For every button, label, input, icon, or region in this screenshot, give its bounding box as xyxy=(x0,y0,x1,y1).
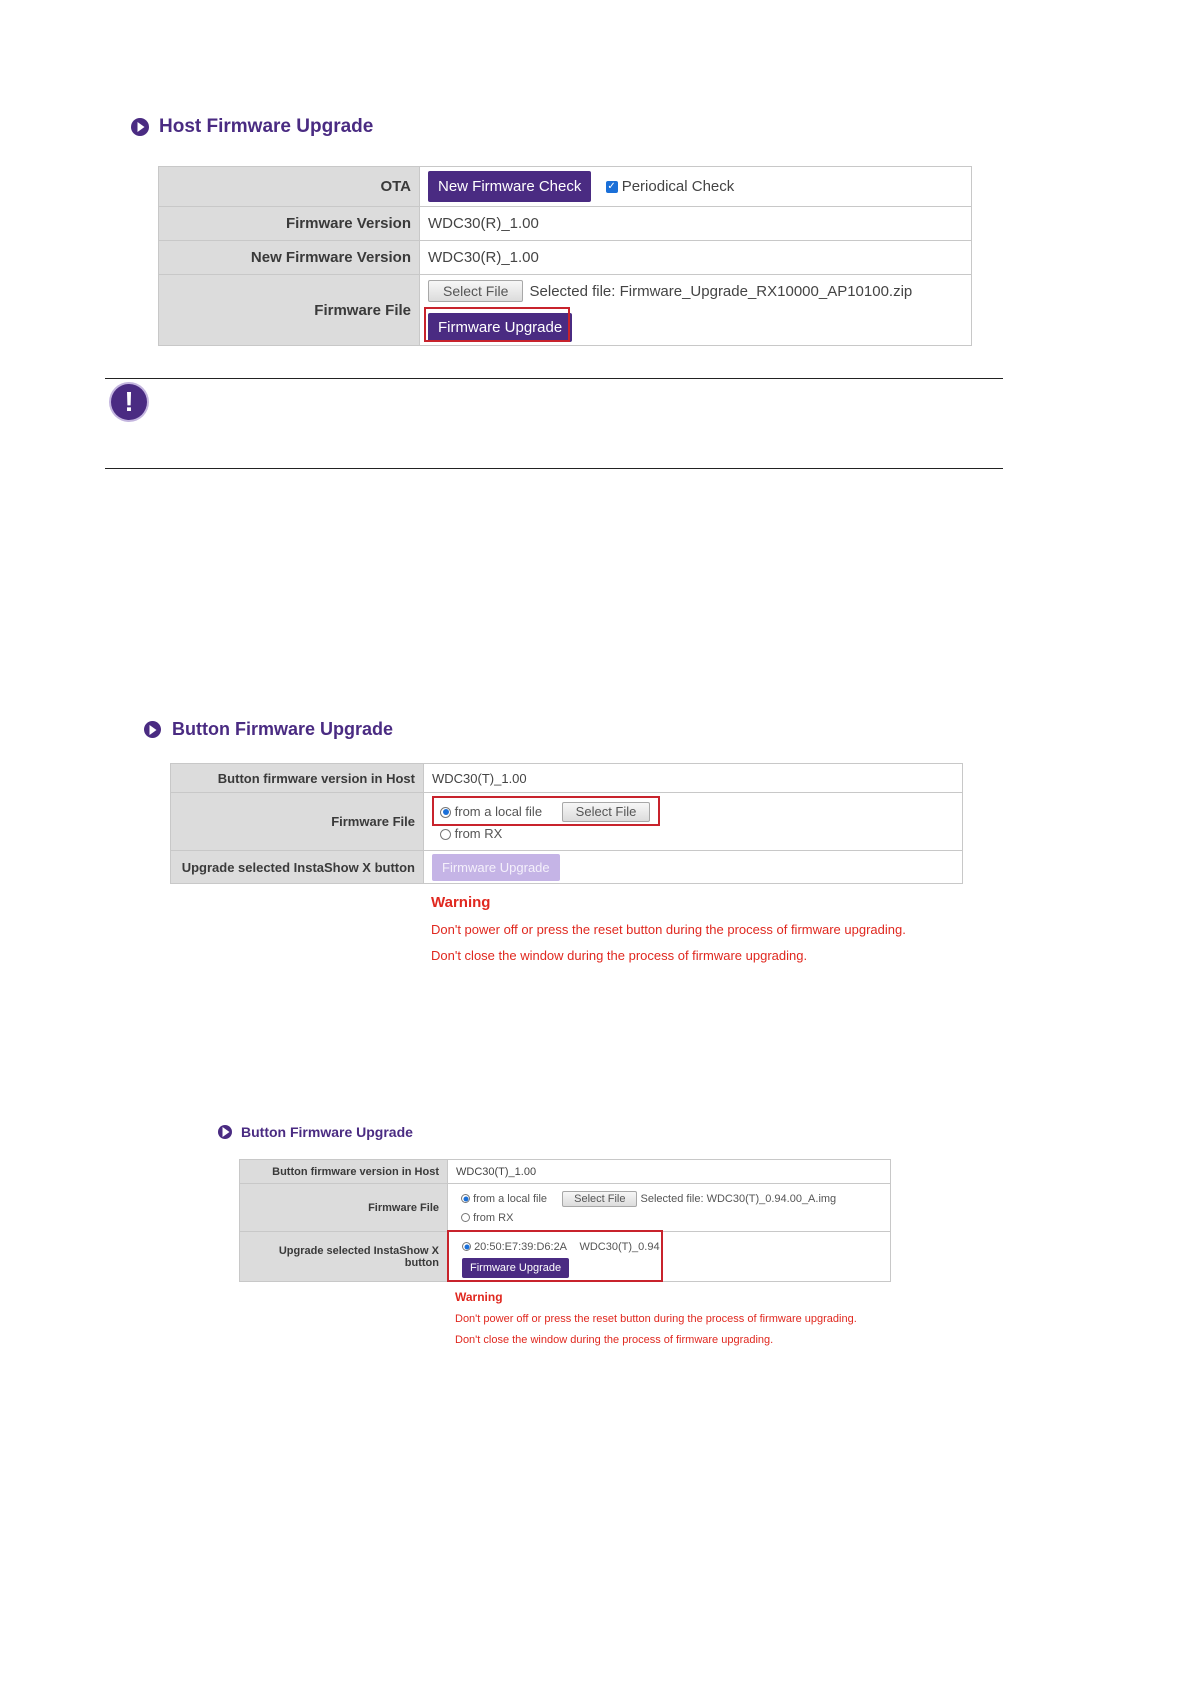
upgrade-row xyxy=(171,851,963,884)
host-firmware-table xyxy=(158,166,972,346)
new-firmware-version-value: WDC30(R)_1.00 xyxy=(420,241,972,275)
version-label: Button firmware version in Host xyxy=(240,1160,448,1184)
host-section-title-wrap xyxy=(131,116,373,138)
firmware-version-label: Firmware Version xyxy=(159,207,420,241)
firmware-upgrade-button[interactable]: Firmware Upgrade xyxy=(462,1258,569,1278)
selected-file-text: Selected file: Firmware_Upgrade_RX10000_AP10100.zip xyxy=(529,283,913,300)
radio-unselected-icon[interactable] xyxy=(440,829,451,840)
version-value: WDC30(T)_1.00 xyxy=(424,764,963,793)
warning-line-1: Don't power off or press the reset button during the process of firmware upgrading. xyxy=(431,922,906,937)
warning-line-2: Don't close the window during the process of firmware upgrading. xyxy=(455,1334,774,1346)
select-file-button[interactable]: Select File xyxy=(428,280,523,302)
radio-unselected-icon[interactable] xyxy=(461,1213,470,1222)
version-row xyxy=(171,764,963,793)
button-section-b-title: Button Firmware Upgrade xyxy=(241,1124,413,1140)
device-select-radio[interactable] xyxy=(462,1241,569,1253)
radio-selected-icon[interactable] xyxy=(440,807,451,818)
new-firmware-version-label: New Firmware Version xyxy=(159,241,420,275)
radio-selected-icon[interactable] xyxy=(461,1194,470,1203)
button-section-a-title: Button Firmware Upgrade xyxy=(172,719,394,739)
button-firmware-table-a xyxy=(170,763,963,884)
play-circle-icon xyxy=(144,721,161,738)
select-file-button[interactable]: Select File xyxy=(562,802,651,822)
warning-line-1: Don't power off or press the reset button during the process of firmware upgrading. xyxy=(455,1313,857,1325)
upgrade-label: Upgrade selected InstaShow X button xyxy=(171,851,424,884)
button-section-b-title-wrap xyxy=(218,1124,413,1140)
new-firmware-version-row xyxy=(159,241,972,275)
button-firmware-table-b xyxy=(239,1159,891,1282)
selected-file-text: Selected file: WDC30(T)_0.94.00_A.img xyxy=(640,1192,837,1205)
device-firmware: WDC30(T)_0.94 xyxy=(579,1240,660,1253)
firmware-file-label: Firmware File xyxy=(171,793,424,851)
periodical-check[interactable]: ✓ Periodical Check xyxy=(607,178,735,195)
device-mac: 20:50:E7:39:D6:2A xyxy=(474,1240,567,1253)
version-label: Button firmware version in Host xyxy=(171,764,424,793)
firmware-file-row xyxy=(159,275,972,346)
firmware-upgrade-button-disabled[interactable]: Firmware Upgrade xyxy=(432,854,560,881)
exclamation-icon: ! xyxy=(111,384,147,420)
new-firmware-check-button[interactable]: New Firmware Check xyxy=(428,171,591,202)
radio-local-file[interactable]: from a local file xyxy=(440,804,546,819)
play-circle-icon xyxy=(131,118,149,136)
firmware-version-value: WDC30(R)_1.00 xyxy=(420,207,972,241)
play-circle-icon xyxy=(218,1125,232,1139)
firmware-upgrade-button[interactable]: Firmware Upgrade xyxy=(428,313,572,342)
radio-from-rx[interactable]: from RX xyxy=(440,826,502,841)
warning-line-2: Don't close the window during the process of firmware upgrading. xyxy=(431,948,808,963)
ota-row xyxy=(159,167,972,207)
upgrade-label: Upgrade selected InstaShow X button xyxy=(240,1232,448,1282)
version-value: WDC30(T)_1.00 xyxy=(448,1160,891,1184)
version-row xyxy=(240,1160,891,1184)
radio-local-file[interactable]: from a local file xyxy=(461,1193,550,1205)
host-section-title: Host Firmware Upgrade xyxy=(159,116,374,137)
button-section-a-title-wrap xyxy=(144,719,393,740)
warning-title: Warning xyxy=(431,894,491,911)
firmware-file-label: Firmware File xyxy=(159,275,420,346)
firmware-version-row xyxy=(159,207,972,241)
divider xyxy=(105,468,1003,469)
upgrade-row xyxy=(240,1232,891,1282)
firmware-file-row xyxy=(171,793,963,851)
warning-title: Warning xyxy=(455,1290,503,1304)
firmware-file-row xyxy=(240,1184,891,1232)
select-file-button[interactable]: Select File xyxy=(562,1191,637,1207)
radio-from-rx[interactable]: from RX xyxy=(461,1212,513,1224)
radio-selected-icon[interactable] xyxy=(462,1242,471,1251)
divider xyxy=(105,378,1003,379)
ota-label: OTA xyxy=(159,167,420,207)
checkbox-checked-icon[interactable]: ✓ xyxy=(607,181,616,193)
firmware-file-label: Firmware File xyxy=(240,1184,448,1232)
